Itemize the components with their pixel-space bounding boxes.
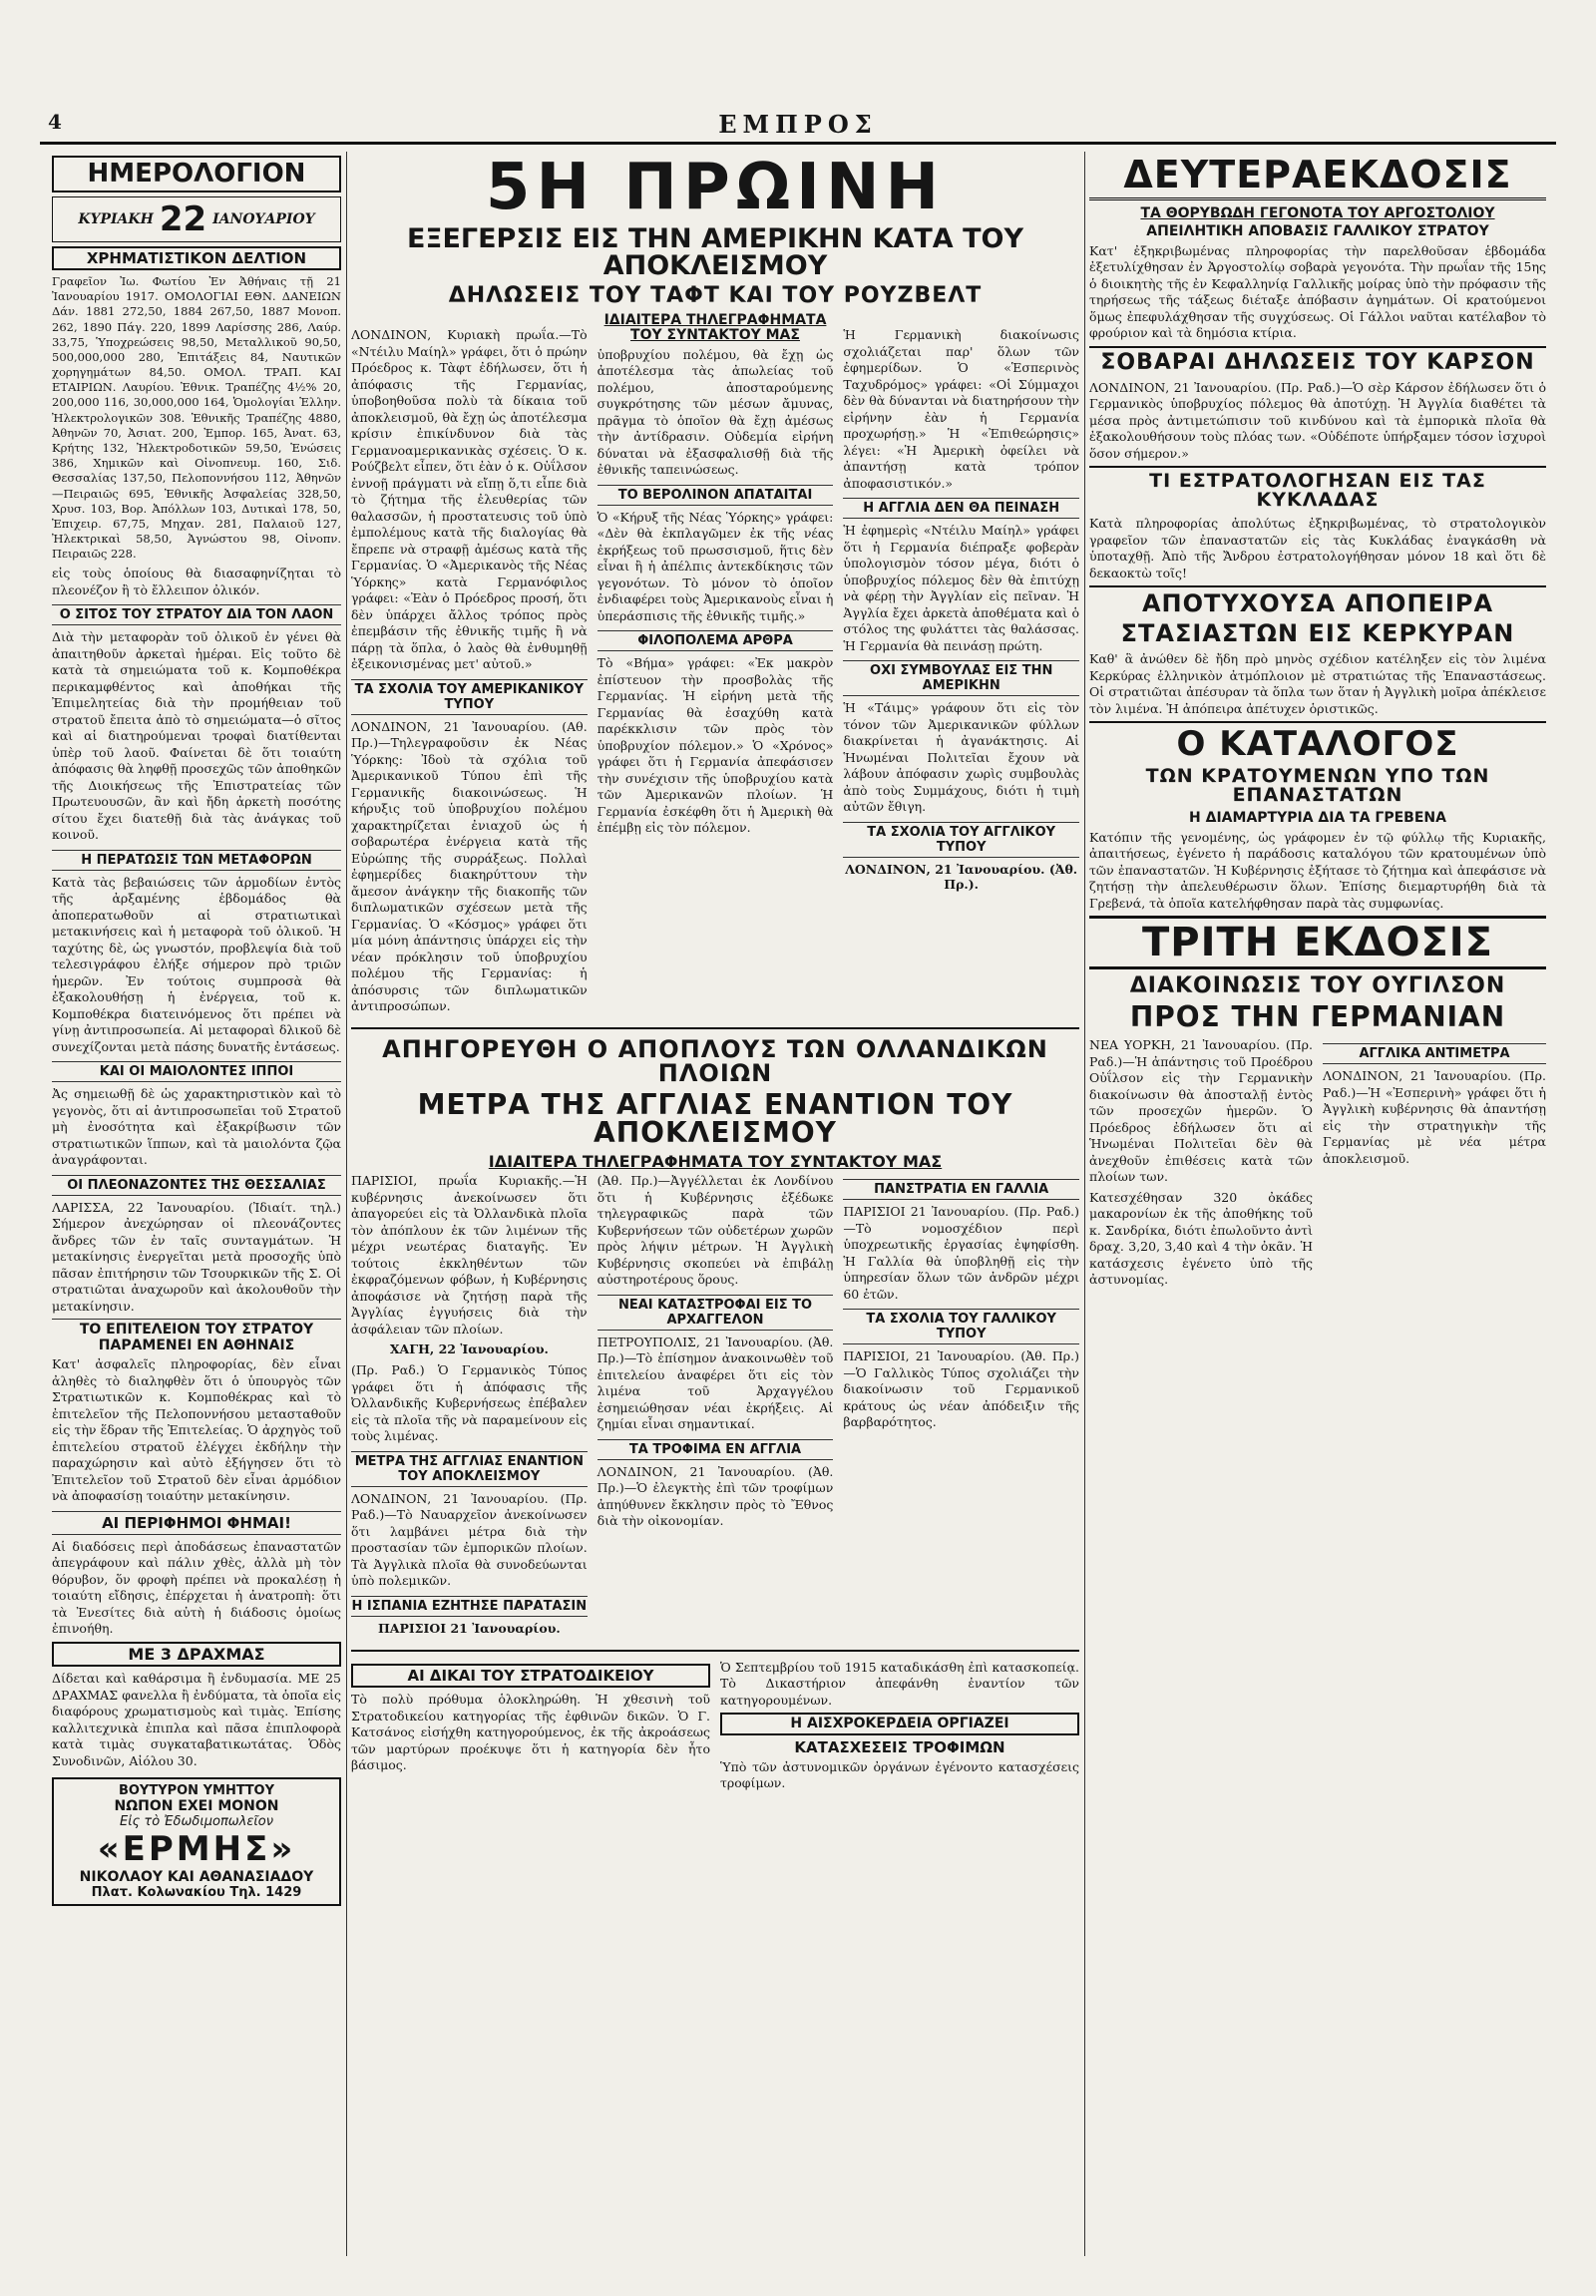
section-separator [351,1650,1079,1652]
calendar-date [52,196,341,242]
headline: ΜΕΤΡΑ ΤΗΣ ΑΓΓΛΙΑΣ ΕΝΑΝΤΙΟΝ ΤΟΥ ΑΠΟΚΛΕΙΣΜΟΥ [417,1087,1013,1149]
telegram-heading: ΙΔΙΑΙΤΕΡΑ ΤΗΛΕΓΡΑΦΗΜΑΤΑ ΤΟΥ ΣΥΝΤΑΚΤΟΥ ΜΑΣ [603,312,827,344]
article-heading: ΤΙ ΕΣΤΡΑΤΟΛΟΓΗΣΑΝ ΕΙΣ ΤΑΣ ΚΥΚΛΑΔΑΣ [1089,466,1546,510]
article-heading: ΑΠΟΤΥΧΟΥΣΑ ΑΠΟΠΕΙΡΑ [1089,585,1546,615]
ad-line: ΝΩΠΟΝ ΕΧΕΙ ΜΟΝΟΝ [114,1798,279,1815]
article-text: ΠΑΡΙΣΙΟΙ 21 Ἰανουαρίου. (Πρ. Ραδ.)—Τὸ νομοσχέδιον περὶ ὑποχρεωτικῆς ἐργασίας ἐψηφίσθη. Ἡ Γαλλία θὰ ὑποβληθῇ εἰς τὴν ὑπηρεσίαν ὅλων τῶν ἀνδρῶν μέχρι 60 ἐτῶν. [843,1204,1079,1302]
article-heading: ΝΕΑΙ ΚΑΤΑΣΤΡΟΦΑΙ ΕΙΣ ΤΟ ΑΡΧΑΓΓΕΛΟΝ [598,1295,834,1331]
article-heading: ΜΕΤΡΑ ΤΗΣ ΑΓΓΛΙΑΣ ΕΝΑΝΤΙΟΝ ΤΟΥ ΑΠΟΚΛΕΙΣΜΟΥ [351,1451,588,1487]
article-text: Κατόπιν τῆς γενομένης, ὡς γράφομεν ἐν τῷ φύλλῳ τῆς Κυριακῆς, ἀπαιτήσεως, ἐγένετο ἡ παράδοσις καταλόγου τῶν κρατουμένων ὑπὸ τῶν ἐπαναστατῶν. Ἡ Κυβέρνησις ἐξήτασε τὸ ζήτημα καὶ ἀπεφάσισε νὰ ζητήσῃ τὴν ἀπελευθέρωσιν ὅλων. Ἐπίσης διεμαρτυρήθη διὰ τὰ Γρεβενά, τὰ ὁποῖα κατελήφθησαν παρὰ τὰς συμφωνίας. [1089,829,1546,911]
calendar-header: ΗΜΕΡΟΛΟΓΙΟΝ [52,156,341,192]
article-heading: ΠΑΝΣΤΡΑΤΙΑ ΕΝ ΓΑΛΛΙΑ [843,1179,1079,1200]
article-subheading: ΚΑΤΑΣΧΕΣΕΙΣ ΤΡΟΦΙΜΩΝ [794,1738,1005,1757]
article-text: (Ἀθ. Πρ.)—Ἀγγέλλεται ἐκ Λονδίνου ὅτι ἡ Κυβέρνησις ἐξέδωκε τηλεγραφικῶς παρὰ τῶν Κυβερνήσεων τῶν οὐδετέρων χωρῶν πρὸς λήψιν μέτρων. Ἡ Ἀγγλικὴ Κυβέρνησις σκοπεύει νὰ ἐπιβάλῃ αὐστηροτέρους ὅρους. [597,1173,834,1288]
article-heading: ΤΟ ΕΠΙΤΕΛΕΙΟΝ ΤΟΥ ΣΤΡΑΤΟΥ ΠΑΡΑΜΕΝΕΙ ΕΝ ΑΘΗΝΑΙΣ [52,1319,341,1353]
article-text: Ἡ «Τάιμς» γράφουν ὅτι εἰς τὸν τόνον τῶν Ἀμερικανικῶν φύλλων διακρίνεται ἡ ἀγανάκτησις. Αἱ Ἡνωμέναι Πολιτεῖαι ἔχουν νὰ λάβουν ἀπόφασιν χωρὶς συμβουλὰς ἀπὸ τοὺς Συμμάχους, διότι ἡ τιμὴ αὐτῶν ἔθιγη. [843,700,1079,814]
article-text: Αἱ διαδόσεις περὶ ἀποδάσεως ἐπαναστατῶν ἀπεγράφουν καὶ πάλιν χθὲς, ἀλλὰ μὴ τὸν θόρυβον, ὅν φροφὴ πρέπει νὰ προκαλέσῃ ἡ τοιαύτη εἴδησις, ἐπέρχεται ἡ ἀνατροπὴ: ὅτι τὰ Ἐνεσίτες διὰ αὐτὴ ἡ διάδοσις ὁμοίως ἐπινοήθη. [52,1538,341,1637]
headline: ΑΠΗΓΟΡΕΥΘΗ Ο ΑΠΟΠΛΟΥΣ ΤΩΝ ΟΛΛΑΝΔΙΚΩΝ ΠΛΟΙΩΝ [382,1034,1048,1087]
second-edition-title: ΔΕΥΤΕΡΑΕΚΔΟΣΙΣ [1089,156,1546,200]
calendar-month: ΙΑΝΟΥΑΡΙΟΥ [212,210,315,227]
article-text: Ὁ «Κήρυξ τῆς Νέας Ὑόρκης» γράφει: «Δὲν θὰ ἐκπλαγῶμεν ἐκ τῆς νέας ἐκρήξεως τοῦ πρωσσισμοῦ, ἥτις δὲν εἶναι ἢ ἡ ἀπέλπις ἀντεκδίκησις τῶν γεγονότων. Τὸ μόνον τὸ ὁποῖον ἐνδιαφέρει τοὺς Ἀμερικανοὺς εἶναι ἡ ὑπεράσπισις τῆς ἐθνικῆς τιμῆς.» [597,509,834,623]
section-separator [351,1027,1079,1029]
article-text: ΛΟΝΔΙΝΟΝ, 21 Ἰανουαρίου. (Πρ. Ραδ.)—Ἡ «Ἐσπερινὴ» γράφει ὅτι ἡ Ἀγγλικὴ κυβέρνησις θὰ ἀπαντήσῃ εἰς τὴν στρατηγικὴν τῆς Γερμανίας μὲ νέα μέτρα ἀποκλεισμοῦ. [1323,1068,1546,1166]
article-heading: Ο ΚΑΤΑΛΟΓΟΣ [1089,721,1546,761]
article-heading: Η ΙΣΠΑΝΙΑ ΕΖΗΤΗΣΕ ΠΑΡΑΤΑΣΙΝ [351,1596,588,1617]
story-column [351,1173,588,1642]
ad-line: Εἰς τὸ Ἐδωδιμοπωλεῖον [120,1814,273,1830]
article-text: ΠΕΤΡΟΥΠΟΛΙΣ, 21 Ἰανουαρίου. (Ἀθ. Πρ.)—Τὸ ἐπίσημον ἀνακοινωθὲν τοῦ ἐπιτελείου ἀναφέρει ὅτι εἰς τὸν λιμένα τοῦ Ἀρχαγγέλου ἐσημειώθησαν νέαι ἐκρήξεις. Αἱ ζημίαι εἶναι σημαντικαί. [597,1334,834,1432]
ad-address: Πλατ. Κολωνακίου Τηλ. 1429 [91,1885,302,1901]
article-heading: ΤΟ ΒΕΡΟΛΙΝΟΝ ΑΠΑΤΑΙΤΑΙ [598,485,834,506]
article-text: ΛΑΡΙΣΣΑ, 22 Ἰανουαρίου. (Ἰδιαίτ. τηλ.) Σήμερον ἀνεχώρησαν οἱ πλεονάζοντες ἄνδρες τῶν ἐν ταῖς συνταγμάτων. Ἡ μετακίνησις ἐνεργεῖται μετὰ προσοχῆς ὑπὸ πᾶσαν ἐπιτήρησιν τῶν Τσουρκικῶν τῆς Σ. Οἱ στρατιῶται ἀναχωροῦν καὶ ἀκολουθοῦν τὴν μετακίνησιν. [52,1199,341,1314]
dateline: ΛΟΝΔΙΝΟΝ, 21 Ἰανουαρίου. (Ἀθ. Πρ.). [845,861,1078,892]
masthead-rule [40,142,1556,145]
article-heading: ΤΑ ΣΧΟΛΙΑ ΤΟΥ ΑΜΕΡΙΚΑΝΙΚΟΥ ΤΥΠΟΥ [351,679,588,715]
advertisement-text: Δίδεται καὶ καθάρσιμα ἢ ἐνδυμασία. ΜΕ 25 ΔΡΑΧΜΑΣ φανελλα ἢ ἐνδύματα, τὰ ὁποῖα εἰς διαφόρους χρωματισμοὺς καὶ τιμὰς. Ἐπίσης καλλιτεχνικὰ ἐπιπλα καὶ πᾶσα ἐπιπλοφορὰ κατὰ τιμὰς συγκαταβατικωτάτας. Ὁδὸς Συνοδινῶν, Αἰόλου 30. [52,1671,341,1768]
article-subheading: Η ΔΙΑΜΑΡΤΥΡΙΑ ΔΙΑ ΤΑ ΓΡΕΒΕΝΑ [1189,810,1446,827]
dateline: ΠΑΡΙΣΙΟΙ 21 Ἰανουαρίου. [377,1620,561,1636]
article-text: (Πρ. Ραδ.) Ὁ Γερμανικὸς Τύπος γράφει ὅτι ἡ ἀπόφασις τῆς Ὀλλανδικῆς Κυβερνήσεως ἐπέβαλεν εἰς τὰ πλοῖα τῆς νὰ παραμείνουν εἰς τοὺς λιμένας. [351,1362,588,1444]
story-column [351,1660,710,1796]
story-column [598,1173,834,1642]
article-text: Καθ' ἃ ἀνώθεν δὲ ἤδη πρὸ μηνὸς σχέδιον κατέληξεν εἰς τὸν λιμένα Κερκύρας ἑλληνικὸν ἀτμόπλοιον μὲ στρατιώτας τῆς Ἐπαναστάσεως. Οἱ στρατιῶται ἀπέσυραν τὰ ὅπλα των ὅταν ἡ Ἀγγλικὴ μοῖρα ἀπέκλεισε τὸν λιμένα. Ἡ ἀπόπειρα ἀπέτυχεν ὁριστικῶς. [1089,651,1546,716]
financial-bulletin-text: Γραφεῖον Ἰω. Φωτίου Ἐν Ἀθήναις τῇ 21 Ἰανουαρίου 1917. ΟΜΟΛΟΓΙΑΙ ΕΘΝ. ΔΑΝΕΙΩΝ Δάν. 1881 272,50, 1884 267,50, 1887 Μονοπ. 262, 1890 Πάγ. 220, 1899 Λαρίσσης 286, Λαύρ. 33,75, Ὑποχρεώσεις 98,50, Μεταλλικοῦ 90,50, 500,000,000 280, Ἐπιτάξεις 84, Ναυτικῶν χορηγημάτων 84,50. ΟΜΟΛ. ΤΡΑΠ. ΚΑΙ ΕΤΑΙΡΙΩΝ. Λαυρίου. Ἐθνικ. Τραπέζης 4½% 20, 200,000 116, 30,000,000 164, Ὁμολογίαι Ἑλλην. Ἠλεκτρολογικῶν 308. Ἐθνικῆς Τραπέζης 4880, Ἀθηνῶν 70, Ἀσιατ. 200, Ἐμπορ. 165, Ἀνατ. 63, Κρήτης 132, Ἠλεκτροδοτικῶν 59,50, Ἑνώσεις 386, Χημικῶν καὶ Οἰνοπνευμ. 160, Σιδ. Θεσσαλίας 137,50, Πελοποννήσου 112, Ἀθηνῶν—Πειραιῶς 695, Ἐθνικῆς Ἀσφαλείας 328,50, Χρυσ. 103, Βορ. Ἀπόλλων 103, Δυτικαὶ 178, 50, Ἐπιχειρ. 67,75, Μηχαν. 281, Παλαιοῦ 127, Ἠλεκτρικαὶ 58,50, Ἀγνώστου 98, Οἰνοπν. Πειραιῶς 228. [52,274,341,562]
ad-brand: «ΕΡΜΗΣ» [97,1829,296,1870]
article-text: ΠΑΡΙΣΙΟΙ, 21 Ἰανουαρίου. (Ἀθ. Πρ.)—Ὁ Γαλλικὸς Τύπος σχολιάζει τὴν διακοίνωσιν τοῦ Γερμανικοῦ κράτους ὡς νέαν ἀπόδειξιν τῆς βαρβαρότητος. [843,1348,1079,1430]
page-number: 4 [48,110,62,134]
article-heading: ΠΡΟΣ ΤΗΝ ΓΕΡΜΑΝΙΑΝ [1129,1000,1506,1034]
article-heading: ΤΑ ΤΡΟΦΙΜΑ ΕΝ ΑΓΓΛΙΑ [598,1439,834,1460]
story-columns [351,1660,1079,1796]
article-text: ΠΑΡΙΣΙΟΙ, πρωΐα Κυριακῆς.—Ἡ κυβέρνησις ἀνεκοίνωσεν ὅτι ἀπαγορεύει εἰς τὰ Ὀλλανδικὰ πλοῖα τὸν ἀπόπλουν ἐκ τῶν λιμένων τῆς μέχρι νεωτέρας διαταγῆς. Ἐν τούτοις ἐκκληθέντων τῶν ἐκφραζόμενων φόβων, ἡ Κυβέρνησις ἀποφάσισε νὰ ζητήσῃ παρὰ τῆς Ἀγγλίας ἐγγυήσεις διὰ τὴν ἀσφάλειαν τῶν πλοίων. [351,1173,588,1337]
story-column [720,1660,1079,1796]
article-text: ΛΟΝΔΙΝΟΝ, Κυριακὴ πρωΐα.—Τὸ «Ντέιλυ Μαίηλ» γράφει, ὅτι ὁ πρώην Πρόεδρος κ. Τὰφτ ἐδήλωσεν, ὅτι ἡ ἀπόφασις τῆς Γερμανίας, ὑποβοηθοῦσα πολὺ τὰ δίκαια τοῦ ἀποκλεισμοῦ, θὰ ἔχῃ ὡς ἀποτέλεσμα κρίσιν ἐπικίνδυνον διὰ τὰς Γερμανοαμερικανικὰς σχέσεις. Ὁ κ. Ρούζβελτ εἶπεν, ὅτι ἐὰν ὁ κ. Οὐΐλσον ἐννοῇ πράγματι νὰ εἴπῃ ὅ,τι εἶπε διὰ τὸ ζήτημα τῆς ἐλευθερίας τῶν θαλασσῶν, ἡ προστατευσις τοῦ ὑπὸ ἐμπολέμους κατὰ τῆς διαλογίας θὰ ἔπρεπε νὰ στραφῇ ἀμέσως κατὰ τῆς Γερμανίας. Ὁ «Ἀμερικανὸς τῆς Νέας Ὑόρκης» κατὰ Γερμανόφιλος γράφει: «Ἐὰν ὁ Πρόεδρος προσή, ὅτι δὲν ὑπάρχει ἄλλος τρόπος πρὸς ἐπεμβάσιν τῆς ἐθνικῆς τιμῆς ἢ νὰ πάρῃ τὰ ὅπλα, ὁ λαὸς θὰ ἐνθυμηθῇ ἐξεικονισμένας μετ' αὐτοῦ.» [351,327,588,671]
article-heading: ΦΙΛΟΠΟΛΕΜΑ ΑΡΘΡΑ [598,630,834,651]
article-text: ΛΟΝΔΙΝΟΝ, 21 Ἰανουαρίου. (Ἀθ. Πρ.)—Ὁ ἐλεγκτὴς ἐπὶ τῶν τροφίμων ἀπηύθυνεν ἔκκλησιν πρὸς τὸ Ἔθνος διὰ τὴν οἰκονομίαν. [597,1463,834,1529]
article-heading: ΟΧΙ ΣΥΜΒΟΥΛΑΣ ΕΙΣ ΤΗΝ ΑΜΕΡΙΚΗΝ [843,660,1079,696]
story-columns [351,313,1079,1019]
story-column [1089,1037,1313,1293]
story-columns [351,1173,1079,1642]
edition-title: 5Η ΠΡΩΙΝΗ [485,152,946,224]
article-text: Κατ' ἀσφαλεῖς πληροφορίας, δὲν εἶναι ἀληθὲς τὸ διαληφθὲν ὅτι ὁ ὑπουργὸς τῶν Στρατιωτικῶν κ. Κομποθέκρας καὶ τὸ ἐπιτελεῖον τῆς Πελοποννήσου μετασταθοῦν εἰς τὴν ἕδραν τῆς Ἐπιτελείας. Ὁ ἀρχηγὸς τοῦ ἐπιτελείου στρατοῦ ἐλέγχει ἐκδήλην τὴν παραχώρησιν καὶ αὐτὸ ἐξήγησεν ὅτι τὸ Ἐπιτελεῖον τοῦ Στρατοῦ δὲν εἶναι ἀρμόδιον νὰ ἀποφασίσῃ τοιαύτην μετακίνησιν. [52,1356,341,1504]
masthead: ΕΜΠΡΟΣ [718,110,878,139]
article-heading: ΑΓΓΛΙΚΑ ΑΝΤΙΜΕΤΡΑ [1323,1043,1546,1064]
article-text: ΛΟΝΔΙΝΟΝ, 21 Ἰανουαρίου. (Πρ. Ραδ.)—Ὁ σὲρ Κάρσον ἐδήλωσεν ὅτι ὁ Γερμανικὸς ὑποβρυχίος πόλεμος θὰ ἀποτύχῃ. Ἡ Ἀγγλία διαθέτει τὰ μέσα πρὸς ἀντιμετώπισιν τοῦ κινδύνου καὶ τὰ ἐμπορικὰ πλοῖα θὰ ἐξακολουθήσουν τοὺς πλόας των. «Οὐδέποτε ὑπήρξαμεν τόσον ἰσχυροὶ ὅσον σήμερον.» [1089,379,1546,461]
article-heading: Η ΑΓΓΛΙΑ ΔΕΝ ΘΑ ΠΕΙΝΑΣΗ [843,498,1079,519]
article-heading: ΑΙ ΠΕΡΙΦΗΜΟΙ ΦΗΜΑΙ! [52,1511,341,1535]
story-column [351,313,588,1019]
article-heading: ΣΟΒΑΡΑΙ ΔΗΛΩΣΕΙΣ ΤΟΥ ΚΑΡΣΟΝ [1089,346,1546,374]
financial-note: εἰς τοὺς ὁποίους θὰ διασαφηνίζηται τὸ πλεονέζον ἢ τὸ ἔλλειπον ὀλικόν. [52,566,341,597]
article-text: ΛΟΝΔΙΝΟΝ, 21 Ἰανουαρίου. (Αθ. Πρ.)—Τηλεγραφοῦσιν ἐκ Νέας Ὑόρκης: Ἰδοὺ τὰ σχόλια τοῦ Ἀμερικανικοῦ Τύπου ἐπὶ τῆς Γερμανικῆς διακοινώσεως. Ἡ κήρυξις τοῦ ὑποβρυχίου πολέμου χαρακτηρίζεται ἐνιαχοῦ ὡς ἡ σοβαρωτέρα ἐνέργεια κατὰ τῆς Εὐρώπης τῆς συρράξεως. Πολλαὶ ἐφημερίδες διακηρύττουν τὴν ἄμεσον ἀνάγκην τῆς διακοπῆς τῶν διπλωματικῶν σχέσεων μετὰ τῆς Γερμανίας. Ὁ «Κόσμος» γράφει ὅτι μία μόνη ἀπάντησις ὑπάρχει εἰς τὴν νέαν πρόκλησιν τοῦ ὑποβρυχίου πολέμου τῆς Γερμανίας: ἡ ἀπόσυρσις τῶν διπλωματικῶν ἀντιπροσώπων. [351,718,588,1013]
article-text: ΝΕΑ ΥΟΡΚΗ, 21 Ἰανουαρίου. (Πρ. Ραδ.)—Ἡ ἀπάντησις τοῦ Προέδρου Οὐΐλσον εἰς τὴν Γερμανικὴν διακοίνωσιν θὰ ἀποσταλῇ ἐντὸς τῶν προσεχῶν ἡμερῶν. Ὁ Πρόεδρος ἐδήλωσεν ὅτι αἱ Ἡνωμέναι Πολιτεῖαι δὲν θὰ ἀνεχθοῦν ἐπιθέσεις κατὰ τῶν πλοίων των. [1089,1037,1313,1185]
article-heading: Η ΠΕΡΑΤΩΣΙΣ ΤΩΝ ΜΕΤΑΦΟΡΩΝ [52,850,341,871]
article-heading: Η ΑΙΣΧΡΟΚΕΡΔΕΙΑ ΟΡΓΙΑΖΕΙ [720,1713,1079,1735]
butter-advertisement [52,1777,341,1906]
story-column [598,313,834,1019]
article-text: ΛΟΝΔΙΝΟΝ, 21 Ἰανουαρίου. (Πρ. Ραδ.)—Τὸ Ναυαρχεῖον ἀνεκοίνωσεν ὅτι λαμβάνει μέτρα διὰ τὴν προστασίαν τῶν ἐμπορικῶν πλοίων. Τὰ Ἀγγλικὰ πλοῖα θὰ συνοδεύωνται ὑπὸ πολεμικῶν. [351,1490,588,1589]
article-text: Ἡ ἐφημερὶς «Ντέιλυ Μαίηλ» γράφει ὅτι ἡ Γερμανία διέπραξε φοβερὰν ὑπολογισμὸν τόσον μέγα, διότι ὁ ὑποβρυχίος πόλεμος δὲν θὰ ἐπιτύχῃ νὰ φέρῃ τὴν Ἀγγλίαν εἰς πεῖναν. Ἡ Ἀγγλία ἔχει ἀρκετὰ ἀποθέματα καὶ ὁ στόλος της φυλάττει τὰς θαλάσσας. Ἡ Γερμανία θὰ πεινάσῃ πρώτη. [843,523,1079,653]
article-heading: ΣΤΑΣΙΑΣΤΩΝ ΕΙΣ ΚΕΡΚΥΡΑΝ [1120,619,1515,648]
third-edition-title: ΤΡΙΤΗ ΕΚΔΟΣΙΣ [1089,916,1546,969]
article-heading: ΑΙ ΔΙΚΑΙ ΤΟΥ ΣΤΡΑΤΟΔΙΚΕΙΟΥ [351,1664,710,1689]
column-divider [1084,152,1085,2256]
column-divider [346,152,347,2256]
article-heading: ΤΩΝ ΚΡΑΤΟΥΜΕΝΩΝ ΥΠΟ ΤΩΝ ΕΠΑΝΑΣΤΑΤΩΝ [1145,765,1490,807]
article-heading: ΤΑ ΘΟΡΥΒΩΔΗ ΓΕΓΟΝΟΤΑ ΤΟΥ ΑΡΓΟΣΤΟΛΙΟΥ [1140,205,1495,221]
middle-column [351,152,1079,2256]
article-text: Ἡ Γερμανικὴ διακοίνωσις σχολιάζεται παρ' ὅλων τῶν ἐφημερίδων. Ὁ «Ἑσπερινὸς Ταχυδρόμος» γράφει: «Οἱ Σύμμαχοι δὲν θὰ δύνανται νὰ διατηρήσουν τὴν εἰρήνην ἐὰν ἡ Γερμανία προχωρήσῃ.» Ἡ «Ἐπιθεώρησις» λέγει: «Ἡ Ἀμερικὴ ὀφείλει νὰ ἀπαντήσῃ κατὰ τρόπον ἀποφασιστικόν.» [843,327,1079,491]
article-heading: ΚΑΙ ΟΙ ΜΑΙΟΛΟΝΤΕΣ ΙΠΠΟΙ [52,1061,341,1082]
dateline: ΧΑΓΗ, 22 Ἰανουαρίου. [389,1341,549,1357]
ad-line: ΝΙΚΟΛΑΟΥ ΚΑΙ ΑΘΑΝΑΣΙΑΔΟΥ [79,1869,314,1886]
article-text: Τὸ «Βήμα» γράφει: «Ἐκ μακρὸν ἐπίστευον τὴν προσβολὰς τῆς Γερμανίας. Ἡ εἰρήνη μετὰ τῆς Γερμανίας θὰ ἐσαχύθη κατὰ παρέκκλισιν τῶν πρὸς τὸν ὑποβρυχίον πόλεμον.» Ὁ «Χρόνος» γράφει ὅτι ἡ Γερμανία ἀπεφάσισεν τὴν συνέχισιν τῆς ὑποβρυχίου κατὰ τῶν Ἀμερικανῶν πλοίων. Ἡ Γερμανία ἐσκέφθη ὅτι ἡ Ἀμερικὴ θὰ ἐπέμβῃ εἰς τὸν πόλεμον. [597,655,834,836]
article-text: Διὰ τὴν μεταφορὰν τοῦ ὀλικοῦ ἐν γένει θὰ ἀπαιτηθοῦν ἀρκεταὶ ἡμέραι. Εἰς τοῦτο δὲ κατὰ τὰ σημειώματα τοῦ κ. Κομποθέκρα περικαμφθέντος καὶ ἀποθήκαι τῆς Ἐπιμελητείας διὰ τὴν προμήθειαν τοῦ στρατοῦ ἔπειτα ἀπὸ τὸ σημειώματα—ὁ σῖτος καὶ αἱ διατηρούμεναι τροφαὶ διατίθενται ὑπὲρ τοῦ λαοῦ. Φαίνεται δὲ ὅτι τοιαύτη ἀπόφασις θὰ ληφθῇ προσεχῶς τῶν ἀποθηκῶν τῆς Διοικήσεως τῆς Ἐπιστρατείας τῶν Πρωτευουσῶν, ἂν καὶ ἤδη ἀρκετὴ ποσότης σίτου ἔχει διατεθῇ διὰ τὰς ἀνάγκας τοῦ κοινοῦ. [52,629,341,843]
article-text: Ὑπὸ τῶν ἀστυνομικῶν ὀργάνων ἐγένοντο κατασχέσεις τροφίμων. [720,1758,1079,1791]
telegram-heading: ΙΔΙΑΙΤΕΡΑ ΤΗΛΕΓΡΑΦΗΜΑΤΑ ΤΟΥ ΣΥΝΤΑΚΤΟΥ ΜΑΣ [488,1151,943,1171]
story-columns [1089,1037,1546,1293]
article-text: Κατὰ τὰς βεβαιώσεις τῶν ἁρμοδίων ἐντὸς τῆς ἀρξαμένης ἑβδομάδος θὰ ἀποπερατωθοῦν αἱ στρατιωτικαὶ μετακινήσεις καὶ ἡ μεταφορὰ τοῦ ὀλικοῦ. Ἡ ταχύτης δὲ, ὡς γνωστόν, προβλεψία διὰ τοῦ τελεσιγράφου ἐλήξε σήμερον πρὸ τριῶν ἡμερῶν. Ἐν τούτοις συμπροσὰ θὰ ἐξακολουθήσῃ ἡ ἐνέργεια, τοῦ κ. Κομποθέκρα διατεινόμενος ὅτι πρέπει νὰ γίνῃ ἀντιπροσωπεία. Αἱ μεταφοραὶ δλικοῦ δὲ συνεχίζονται μετὰ πάσης δυνατῆς ἐντάσεως. [52,874,341,1054]
article-heading: ΤΑ ΣΧΟΛΙΑ ΤΟΥ ΓΑΛΛΙΚΟΥ ΤΥΠΟΥ [843,1309,1079,1344]
story-column [843,1173,1079,1642]
right-column [1089,152,1546,2256]
article-heading: ΤΑ ΣΧΟΛΙΑ ΤΟΥ ΑΓΓΛΙΚΟΥ ΤΥΠΟΥ [843,822,1079,858]
article-text: Κατὰ πληροφορίας ἀπολύτως ἐξηκριβωμένας, τὸ στρατολογικὸν γραφεῖον τῶν ἐπαναστατῶν εἰς τὰς Κυκλάδας ἐναγκάσθη νὰ ὑποταχθῇ. Ἀπὸ τῆς Ἄνδρου ἐστρατολογήθησαν μόνον 18 καὶ ὅτι δὲ δεκαοκτὼ τοῖς! [1089,516,1546,580]
story-column [843,313,1079,1019]
main-headline: ΕΞΕΓΕΡΣΙΣ ΕΙΣ ΤΗΝ ΑΜΕΡΙΚΗΝ ΚΑΤΑ ΤΟΥ ΑΠΟΚΛΕΙΣΜΟΥ [406,223,1024,281]
calendar-day-number: 22 [159,198,207,239]
article-text: Τὸ πολὺ πρόθυμα ὁλοκληρώθη. Ἡ χθεσινὴ τοῦ Στρατοδικείου κατηγορίας τῆς ἐφθινῶν δικῶν. Ὁ Γ. Κατσάνος εἰσήχθη κατηγορούμενος, ἐκ τῆς ἀκροάσεως τῶν μαρτύρων προέκυψε ὅτι ἡ κατηγορία δὲν ἦτο βάσιμος. [351,1692,710,1773]
story-column [1323,1037,1546,1293]
article-subheading: ΑΠΕΙΛΗΤΙΚΗ ΑΠΟΒΑΣΙΣ ΓΑΛΛΙΚΟΥ ΣΤΡΑΤΟΥ [1146,223,1489,240]
article-heading: ΟΙ ΠΛΕΟΝΑΖΟΝΤΕΣ ΤΗΣ ΘΕΣΣΑΛΙΑΣ [52,1175,341,1196]
financial-bulletin-title: ΧΡΗΜΑΤΙΣΤΙΚΟΝ ΔΕΛΤΙΟΝ [52,246,341,271]
calendar-day: ΚΥΡΙΑΚΗ [78,210,154,227]
article-text: Ὁ Σεπτεμβρίου τοῦ 1915 καταδικάσθη ἐπὶ κατασκοπείᾳ. Τὸ Δικαστήριον ἀπεφάνθη ἐναντίον τῶν κατηγορουμένων. [720,1659,1079,1708]
article-text: ὑποβρυχίου πολέμου, θὰ ἔχῃ ὡς ἀποτέλεσμα τὰς ἀπωλείας τοῦ πολέμου, ἀποσταρούμενης συγκρότησης τῶν μέσων ἄμυνας, πρᾶγμα τὸ ὁποῖον θὰ ἔχῃ ἀμέσως τὴν ἀντίδρασιν. Οὐδεμία εἰρήνη δύναται νὰ ἐξασφαλισθῇ διὰ τῆς ἐθνικῆς ταπεινώσεως. [597,346,834,478]
sub-headline: ΔΗΛΩΣΕΙΣ ΤΟΥ ΤΑΦΤ ΚΑΙ ΤΟΥ ΡΟΥΖΒΕΛΤ [448,283,983,308]
article-heading: Ο ΣΙΤΟΣ ΤΟΥ ΣΤΡΑΤΟΥ ΔΙΑ ΤΟΝ ΛΑΟΝ [52,604,341,625]
advertisement-heading: ΜΕ 3 ΔΡΑΧΜΑΣ [52,1642,341,1668]
left-column [52,152,341,2256]
article-text: Κατεσχέθησαν 320 ὀκάδες μακαρονίων ἐκ τῆς ἀποθήκης τοῦ κ. Σανδρίκα, διότι ἐπωλοῦντο ἀντὶ δραχ. 3,20, 3,40 καὶ 4 τὴν ὀκᾶν. Ἡ κατάσχεσις ἐγένετο ὑπὸ τῆς ἀστυνομίας. [1089,1189,1313,1288]
article-text: Ἀς σημειωθῇ δὲ ὡς χαρακτηριστικὸν καὶ τὸ γεγονὸς, ὅτι αἱ ἀντιπροσωπεῖαι τοῦ Στρατοῦ μὴ ἐνοσότητα καὶ ἐξακρίβωσιν τῶν στρατιωτικῶν ἵππων, καὶ τὰ μαιολόντα ζῷα ἀναγράφονται. [52,1086,341,1168]
ad-line: ΒΟΥΤΥΡΟΝ ΥΜΗΤΤΟΥ [118,1783,275,1799]
article-text: Κατ' ἐξηκριβωμένας πληροφορίας τὴν παρελθοῦσαν ἑβδομάδα ἐξετυλίχθησαν ἐν Ἀργοστολίῳ σοβαρὰ γεγονότα. Τὴν πρωΐαν τῆς 15ης ὁ διοικητὴς τῆς ἐν Κεφαλληνίᾳ Γαλλικῆς μοίρας ὑπὸ τὴν πρόφασιν τῆς τηρήσεως τῆς τάξεως διέταξε ἀπόβασιν ἀγημάτων. Οἱ κρατούμενοι ὅμως ἐπεφυλάχθησαν τῆς συγχύσεως. Οἱ Γάλλοι ναῦται κατέλαβον τὸ φρούριον καὶ τὰ δημόσια κτίρια. [1089,242,1546,341]
article-heading: ΔΙΑΚΟΙΝΩΣΙΣ ΤΟΥ ΟΥΓΙΛΣΟΝ [1129,973,1506,999]
